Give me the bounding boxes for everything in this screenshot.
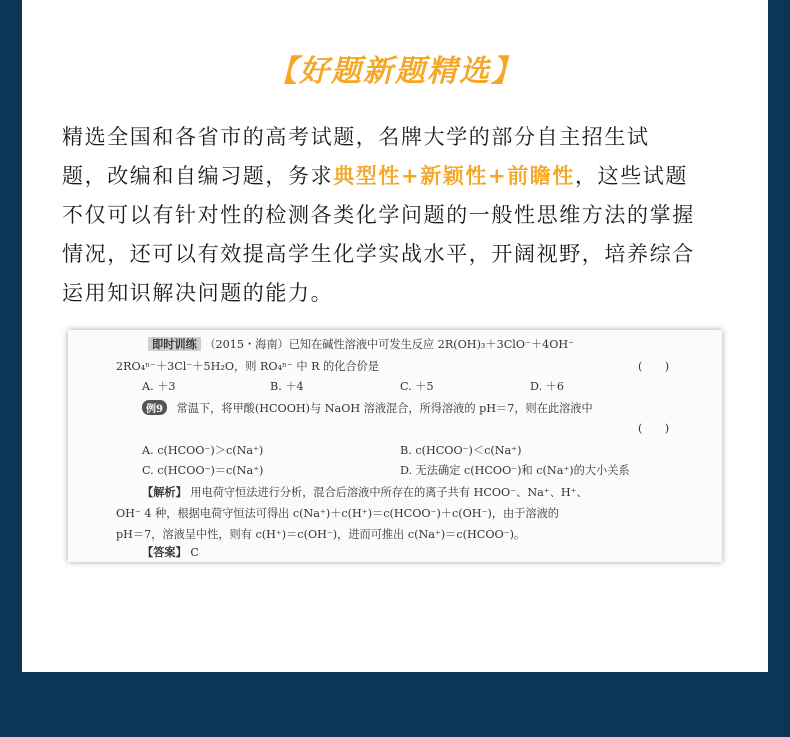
- analysis-line-2: OH⁻ 4 种，根据电荷守恒法可得出 c(Na⁺)＋c(H⁺)＝c(HCOO⁻)＋c(OH⁻)，由于溶液的: [116, 507, 559, 520]
- answer-tag: 【答案】: [142, 545, 187, 559]
- option-d: D. ＋6: [530, 380, 564, 393]
- sample-question-image: [68, 330, 722, 562]
- option-d: D. 无法确定 c(HCOO⁻)和 c(Na⁺)的大小关系: [400, 464, 630, 477]
- section-title: 【好题新题精选】: [267, 54, 523, 89]
- intro-line: 不仅可以有针对性的检测各类化学问题的一般性思维方法的掌握: [62, 203, 695, 227]
- answer-bracket: ( ): [638, 422, 670, 435]
- option-a: A. c(HCOO⁻)＞c(Na⁺): [142, 444, 264, 457]
- intro-line: 运用知识解决问题的能力。: [62, 281, 334, 305]
- option-c: C. ＋5: [400, 380, 434, 393]
- content-card: [22, 0, 768, 672]
- highlight-text: 典型性+新颖性+前瞻性: [333, 164, 575, 188]
- intro-line: 情况，还可以有效提高学生化学实战水平，开阔视野，培养综合: [62, 242, 695, 266]
- example-question: 例9 常温下，将甲酸(HCOOH)与 NaOH 溶液混合，所得溶液的 pH＝7，则在此溶液中: [142, 400, 593, 416]
- option-b: B. ＋4: [270, 380, 304, 393]
- intro-line: 题，改编和自编习题，务求典型性+新颖性+前瞻性，这些试题: [62, 164, 688, 188]
- answer-value: C: [190, 546, 199, 559]
- analysis-tag: 【解析】: [142, 485, 187, 499]
- question-1-line-1: 即时训练 （2015・海南）已知在碱性溶液中可发生反应 2R(OH)₃＋3ClO⁻＋4OH⁻: [148, 336, 574, 352]
- answer-line: [142, 544, 199, 560]
- intro-paragraph: [62, 118, 732, 313]
- example-badge: 例9: [142, 400, 167, 415]
- option-c: C. c(HCOO⁻)＝c(Na⁺): [142, 464, 264, 477]
- practice-tag: 即时训练: [148, 337, 201, 351]
- analysis-line-3: pH＝7，溶液呈中性，则有 c(H⁺)＝c(OH⁻)，进而可推出 c(Na⁺)＝c(HCOO⁻)。: [116, 528, 526, 541]
- answer-bracket: ( ): [638, 360, 670, 373]
- option-b: B. c(HCOO⁻)＜c(Na⁺): [400, 444, 522, 457]
- intro-line: 精选全国和各省市的高考试题，名牌大学的部分自主招生试: [62, 125, 650, 149]
- analysis-line-1: 【解析】 用电荷守恒法进行分析，混合后溶液中所存在的离子共有 HCOO⁻、Na⁺、H⁺、: [142, 485, 588, 499]
- option-a: A. ＋3: [142, 380, 176, 393]
- question-1-line-2: 2RO₄ⁿ⁻＋3Cl⁻＋5H₂O，则 RO₄ⁿ⁻ 中 R 的化合价是: [116, 360, 379, 373]
